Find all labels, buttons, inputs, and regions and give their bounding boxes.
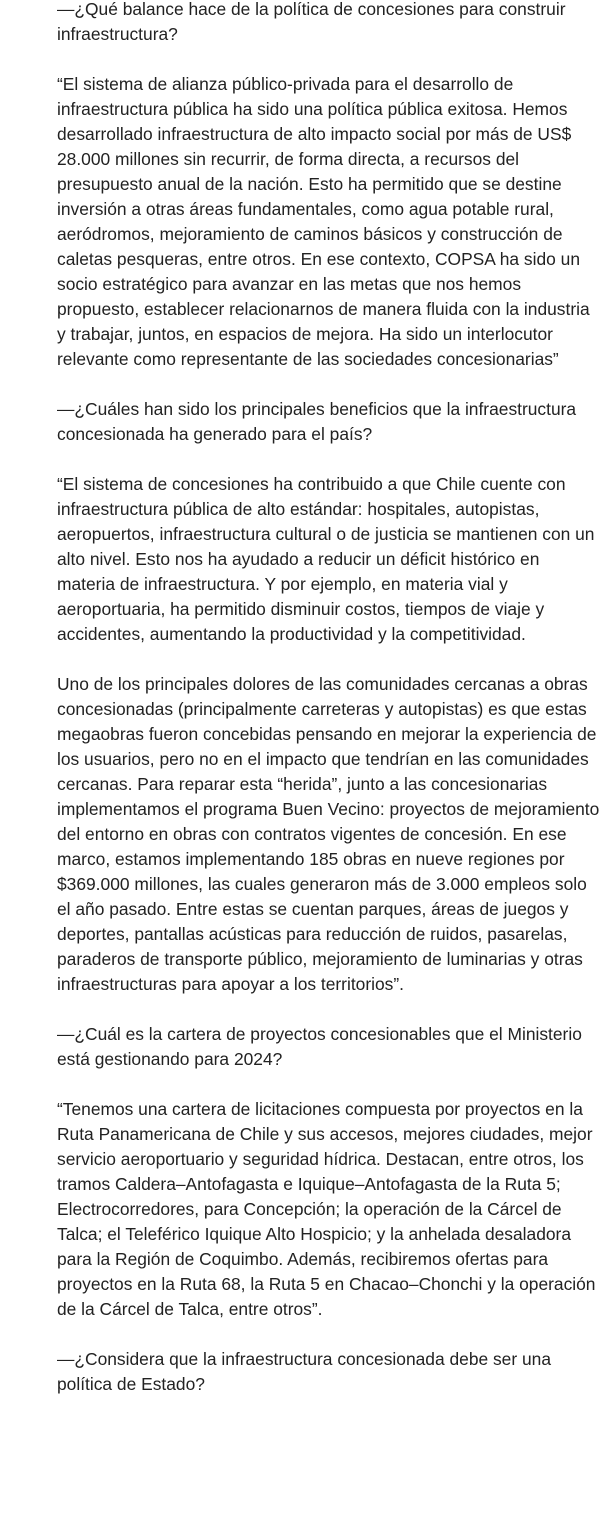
interview-question: —¿Considera que la infraestructura concesionada debe ser una política de Estado? bbox=[57, 1349, 551, 1394]
interview-question: —¿Cuáles han sido los principales beneficios que la infraestructura concesionada ha generado para el país? bbox=[57, 399, 577, 444]
interview-answer: Uno de los principales dolores de las comunidades cercanas a obras concesionadas (principalmente carreteras y autopistas) es que estas megaobras fueron concebidas pensando en mejorar la experiencia de los usuarios, pero no en el impacto que tendrían en las comunidades cercanas. Para reparar esta “herida”, junto a las concesionarias implementamos el programa Buen Vecino: proyectos de mejoramiento del entorno en obras con contratos vigentes de concesión. En ese marco, estamos implementando 185 obras en nueve regiones por $369.000 millones, las cuales generaron más de 3.000 empleos solo el año pasado. Entre estas se cuentan parques, áreas de juegos y deportes, pantallas acústicas para reducción de ruidos, pasarelas, paraderos de transporte público, mejoramiento de luminarias y otras infraestructuras para apoyar a los territorios”. bbox=[57, 674, 600, 994]
interview-answer: “El sistema de alianza público-privada para el desarrollo de infraestructura pública ha sido una política pública exitosa. Hemos desarrollado infraestructura de alto impacto social por más de US$ 28.000 millones sin recurrir, de forma directa, a recursos del presupuesto anual de la nación. Esto ha permitido que se destine inversión a otras áreas fundamentales, como agua potable rural, aeródromos, mejoramiento de caminos básicos y construcción de caletas pesqueras, entre otros. En ese contexto, COPSA ha sido un socio estratégico para avanzar en las metas que nos hemos propuesto, establecer relacionarnos de manera fluida con la industria y trabajar, juntos, en espacios de mejora. Ha sido un interlocutor relevante como representante de las sociedades concesionarias” bbox=[57, 74, 590, 369]
article-body bbox=[57, 0, 602, 1422]
interview-answer: “El sistema de concesiones ha contribuido a que Chile cuente con infraestructura pública de alto estándar: hospitales, autopistas, aeropuertos, infraestructura cultural o de justicia se mantienen con un alto nivel. Esto nos ha ayudado a reducir un déficit histórico en materia de infraestructura. Y por ejemplo, en materia vial y aeroportuaria, ha permitido disminuir costos, tiempos de viaje y accidentes, aumentando la productividad y la competitividad. bbox=[57, 474, 595, 644]
interview-question: —¿Qué balance hace de la política de concesiones para construir infraestructura? bbox=[57, 0, 566, 44]
interview-answer: “Tenemos una cartera de licitaciones compuesta por proyectos en la Ruta Panamericana de Chile y sus accesos, mejores ciudades, mejor servicio aeroportuario y seguridad hídrica. Destacan, entre otros, los tramos Caldera–Antofagasta e Iquique–Antofagasta de la Ruta 5; Electrocorredores, para Concepción; la operación de la Cárcel de Talca; el Teleférico Iquique Alto Hospicio; y la anhelada desaladora para la Región de Coquimbo. Además, recibiremos ofertas para proyectos en la Ruta 68, la Ruta 5 en Chacao–Chonchi y la operación de la Cárcel de Talca, entre otros”. bbox=[57, 1099, 596, 1319]
interview-question: —¿Cuál es la cartera de proyectos concesionables que el Ministerio está gestionando para 2024? bbox=[57, 1024, 582, 1069]
